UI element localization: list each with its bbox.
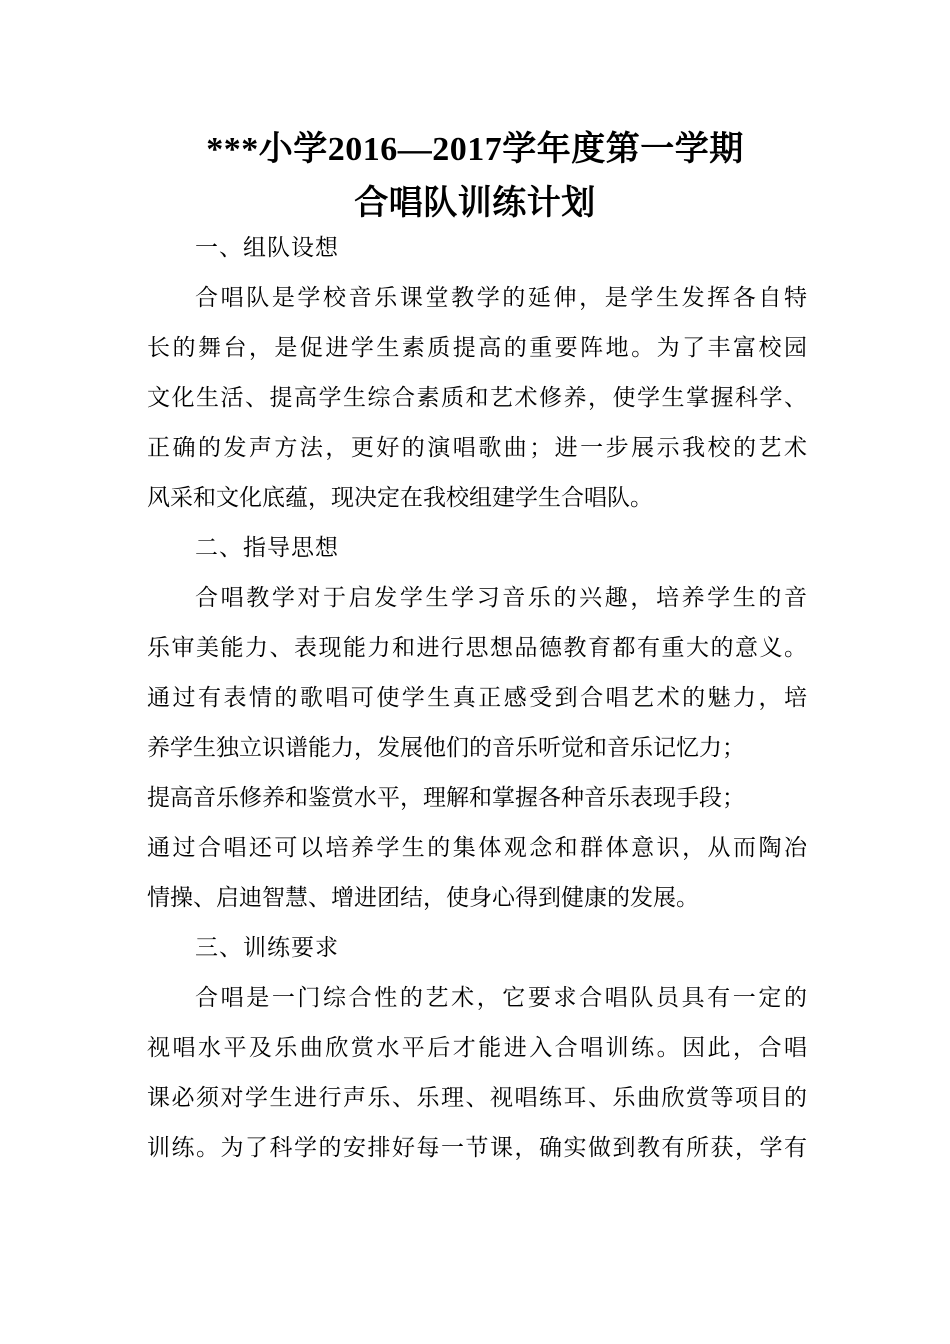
section-heading-1: 一、组队设想 [195,235,339,261]
paragraph-line: 合唱队是学校音乐课堂教学的延伸，是学生发挥各自特 [195,285,807,311]
paragraph-line: 风采和文化底蕴，现决定在我校组建学生合唱队。 [147,485,653,511]
paragraph-line: 训练。为了科学的安排好每一节课，确实做到教有所获，学有 [147,1135,807,1161]
paragraph-line: 乐审美能力、表现能力和进行思想品德教育都有重大的意义。 [147,635,807,661]
paragraph-line: 视唱水平及乐曲欣赏水平后才能进入合唱训练。因此，合唱 [147,1035,807,1061]
document-title-line-1: ***小学2016—2017学年度第一学期 [206,131,744,168]
paragraph-line: 正确的发声方法，更好的演唱歌曲；进一步展示我校的艺术 [147,435,807,461]
paragraph-line: 通过合唱还可以培养学生的集体观念和群体意识，从而陶冶 [147,835,807,861]
paragraph-line: 长的舞台，是促进学生素质提高的重要阵地。为了丰富校园 [147,335,807,361]
paragraph-line: 合唱教学对于启发学生学习音乐的兴趣，培养学生的音 [195,585,807,611]
paragraph-line: 课必须对学生进行声乐、乐理、视唱练耳、乐曲欣赏等项目的 [147,1085,807,1111]
section-heading-2: 二、指导思想 [195,535,339,561]
section-heading-3: 三、训练要求 [195,935,339,961]
paragraph-line: 养学生独立识谱能力，发展他们的音乐听觉和音乐记忆力； [147,735,745,761]
paragraph-line: 情操、启迪智慧、增进团结，使身心得到健康的发展。 [147,885,699,911]
paragraph-line: 提高音乐修养和鉴赏水平，理解和掌握各种音乐表现手段； [147,785,745,811]
paragraph-line: 合唱是一门综合性的艺术，它要求合唱队员具有一定的 [195,985,807,1011]
paragraph-line: 通过有表情的歌唱可使学生真正感受到合唱艺术的魅力，培 [147,685,807,711]
paragraph-line: 文化生活、提高学生综合素质和艺术修养，使学生掌握科学、 [147,385,807,411]
document-title-line-2: 合唱队训练计划 [354,185,596,222]
